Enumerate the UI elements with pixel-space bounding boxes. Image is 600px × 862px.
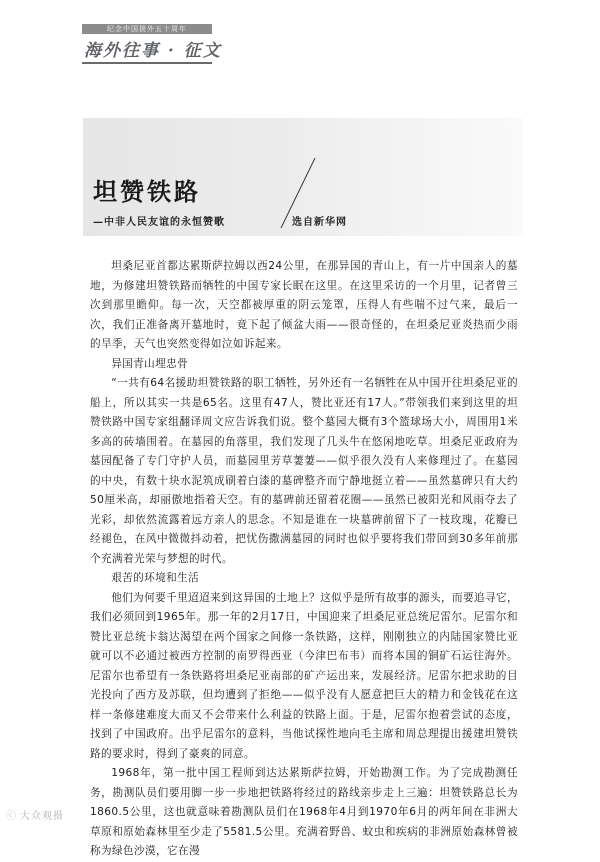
column-header <box>82 24 222 64</box>
paragraph: 他们为何要千里迢迢来到这异国的土地上？这似乎是所有故事的源头，而要追寻它，我们必须回到1965年。那一年的2月17日，中国迎来了坦桑尼亚总统尼雷尔。尼雷尔和赞比亚总统卡翁达渴望在两个国家之间修一条铁路，这样，刚刚独立的内陆国家赞比亚就可以不必通过被西方控制的南罗得西亚（今津巴布韦）而将本国的铜矿石运往海外。尼雷尔也希望有一条铁路将坦桑尼亚南部的矿产运出来，发展经济。尼雷尔把求助的目光投向了西方及苏联，但均遭到了拒绝——似乎没有人愿意把巨大的精力和金钱花在这样一条修建难度大而又不会带来什么利益的铁路上面。于是，尼雷尔抱着尝试的态度，找到了中国政府。出乎尼雷尔的意料，当他试探性地向毛主席和周总理提出援建坦赞铁路的要求时，得到了豪爽的同意。 <box>90 591 518 760</box>
title-block <box>83 118 523 236</box>
watermark <box>6 807 64 822</box>
paragraph: “一共有64名援助坦赞铁路的职工牺牲，另外还有一名牺牲在从中国开往坦桑尼亚的船上，所以其实一共是65名。这里有47人，赞比亚还有17人。”带领我们来到这里的坦赞铁路中国专家组翻译周文应告诉我们说。整个墓园大概有3个篮球场大小，周围用1米多高的砖墙围着。在墓园的角落里，我们发现了几头牛在悠闲地吃草。坦桑尼亚政府为墓园配备了专门守护人员，而墓园里芳草萋萋——似乎很久没有人来修理过了。在墓园的中央，有数十块水泥筑成刷着白漆的墓碑整齐而宁静地挺立着——虽然墓碑只有大约50厘米高，却丽傲地指着天空。有的墓碑前还留着花圈——虽然已被阳光和风雨夺去了光彩，却依然流露着远方亲人的思念。不知是谁在一块墓碑前留下了一枝玫瑰，花瓣已经褪色，在风中微微抖动着，把忧伤撒满墓园的同时也似乎要将我们带回到30多年前那个充满着光荣与梦想的时代。 <box>90 377 518 565</box>
article-source: 选自新华网 <box>292 217 347 228</box>
paragraph: 坦桑尼亚首都达累斯萨拉姆以西24公里，在那异国的青山上，有一片中国亲人的墓地，为修建坦赞铁路而牺牲的中国专家长眠在这里。在这里采访的一个月里，记者曾三次到那里瞻仰。每一次，天空都被厚重的阴云笼罩，压得人有些喘不过气来，最后一次，我们正准备离开墓地时，竟下起了倾盆大雨——很奇怪的，在坦桑尼亚炎热而少雨的旱季，天气也突然变得如泣如诉起来。 <box>90 260 518 350</box>
column-title: 海外往事 · 征文 <box>84 41 222 61</box>
article-subtitle: —中非人民友谊的永恒赞歌 <box>93 217 225 228</box>
camera-icon: ⓒ <box>6 811 17 822</box>
column-banner: 纪念中国援外五十周年 <box>82 24 212 34</box>
article-title: 坦赞铁路 <box>93 177 201 206</box>
section-heading: 异国青山埋忠骨 <box>111 357 189 370</box>
column-underline <box>82 62 212 64</box>
article-body <box>90 257 518 862</box>
paragraph: 1968年，第一批中国工程师到达达累斯萨拉姆，开始勘测工作。为了完成勘测任务，勘测队员们要用脚一步一步地把铁路将经过的路线亲步走上三遍：坦赞铁路总长为1860.5公里，这也就意味着勘测队员们在1968年4月到1970年6月的两年间在非洲大草原和原始森林里至少走了5581.5公里。充满着野兽、蚊虫和疾病的非洲原始森林曾被称为绿色沙漠，它在漫 <box>90 767 518 857</box>
section-heading: 艰苦的环境和生活 <box>111 572 200 584</box>
watermark-text: 大众观摄 <box>20 811 64 822</box>
